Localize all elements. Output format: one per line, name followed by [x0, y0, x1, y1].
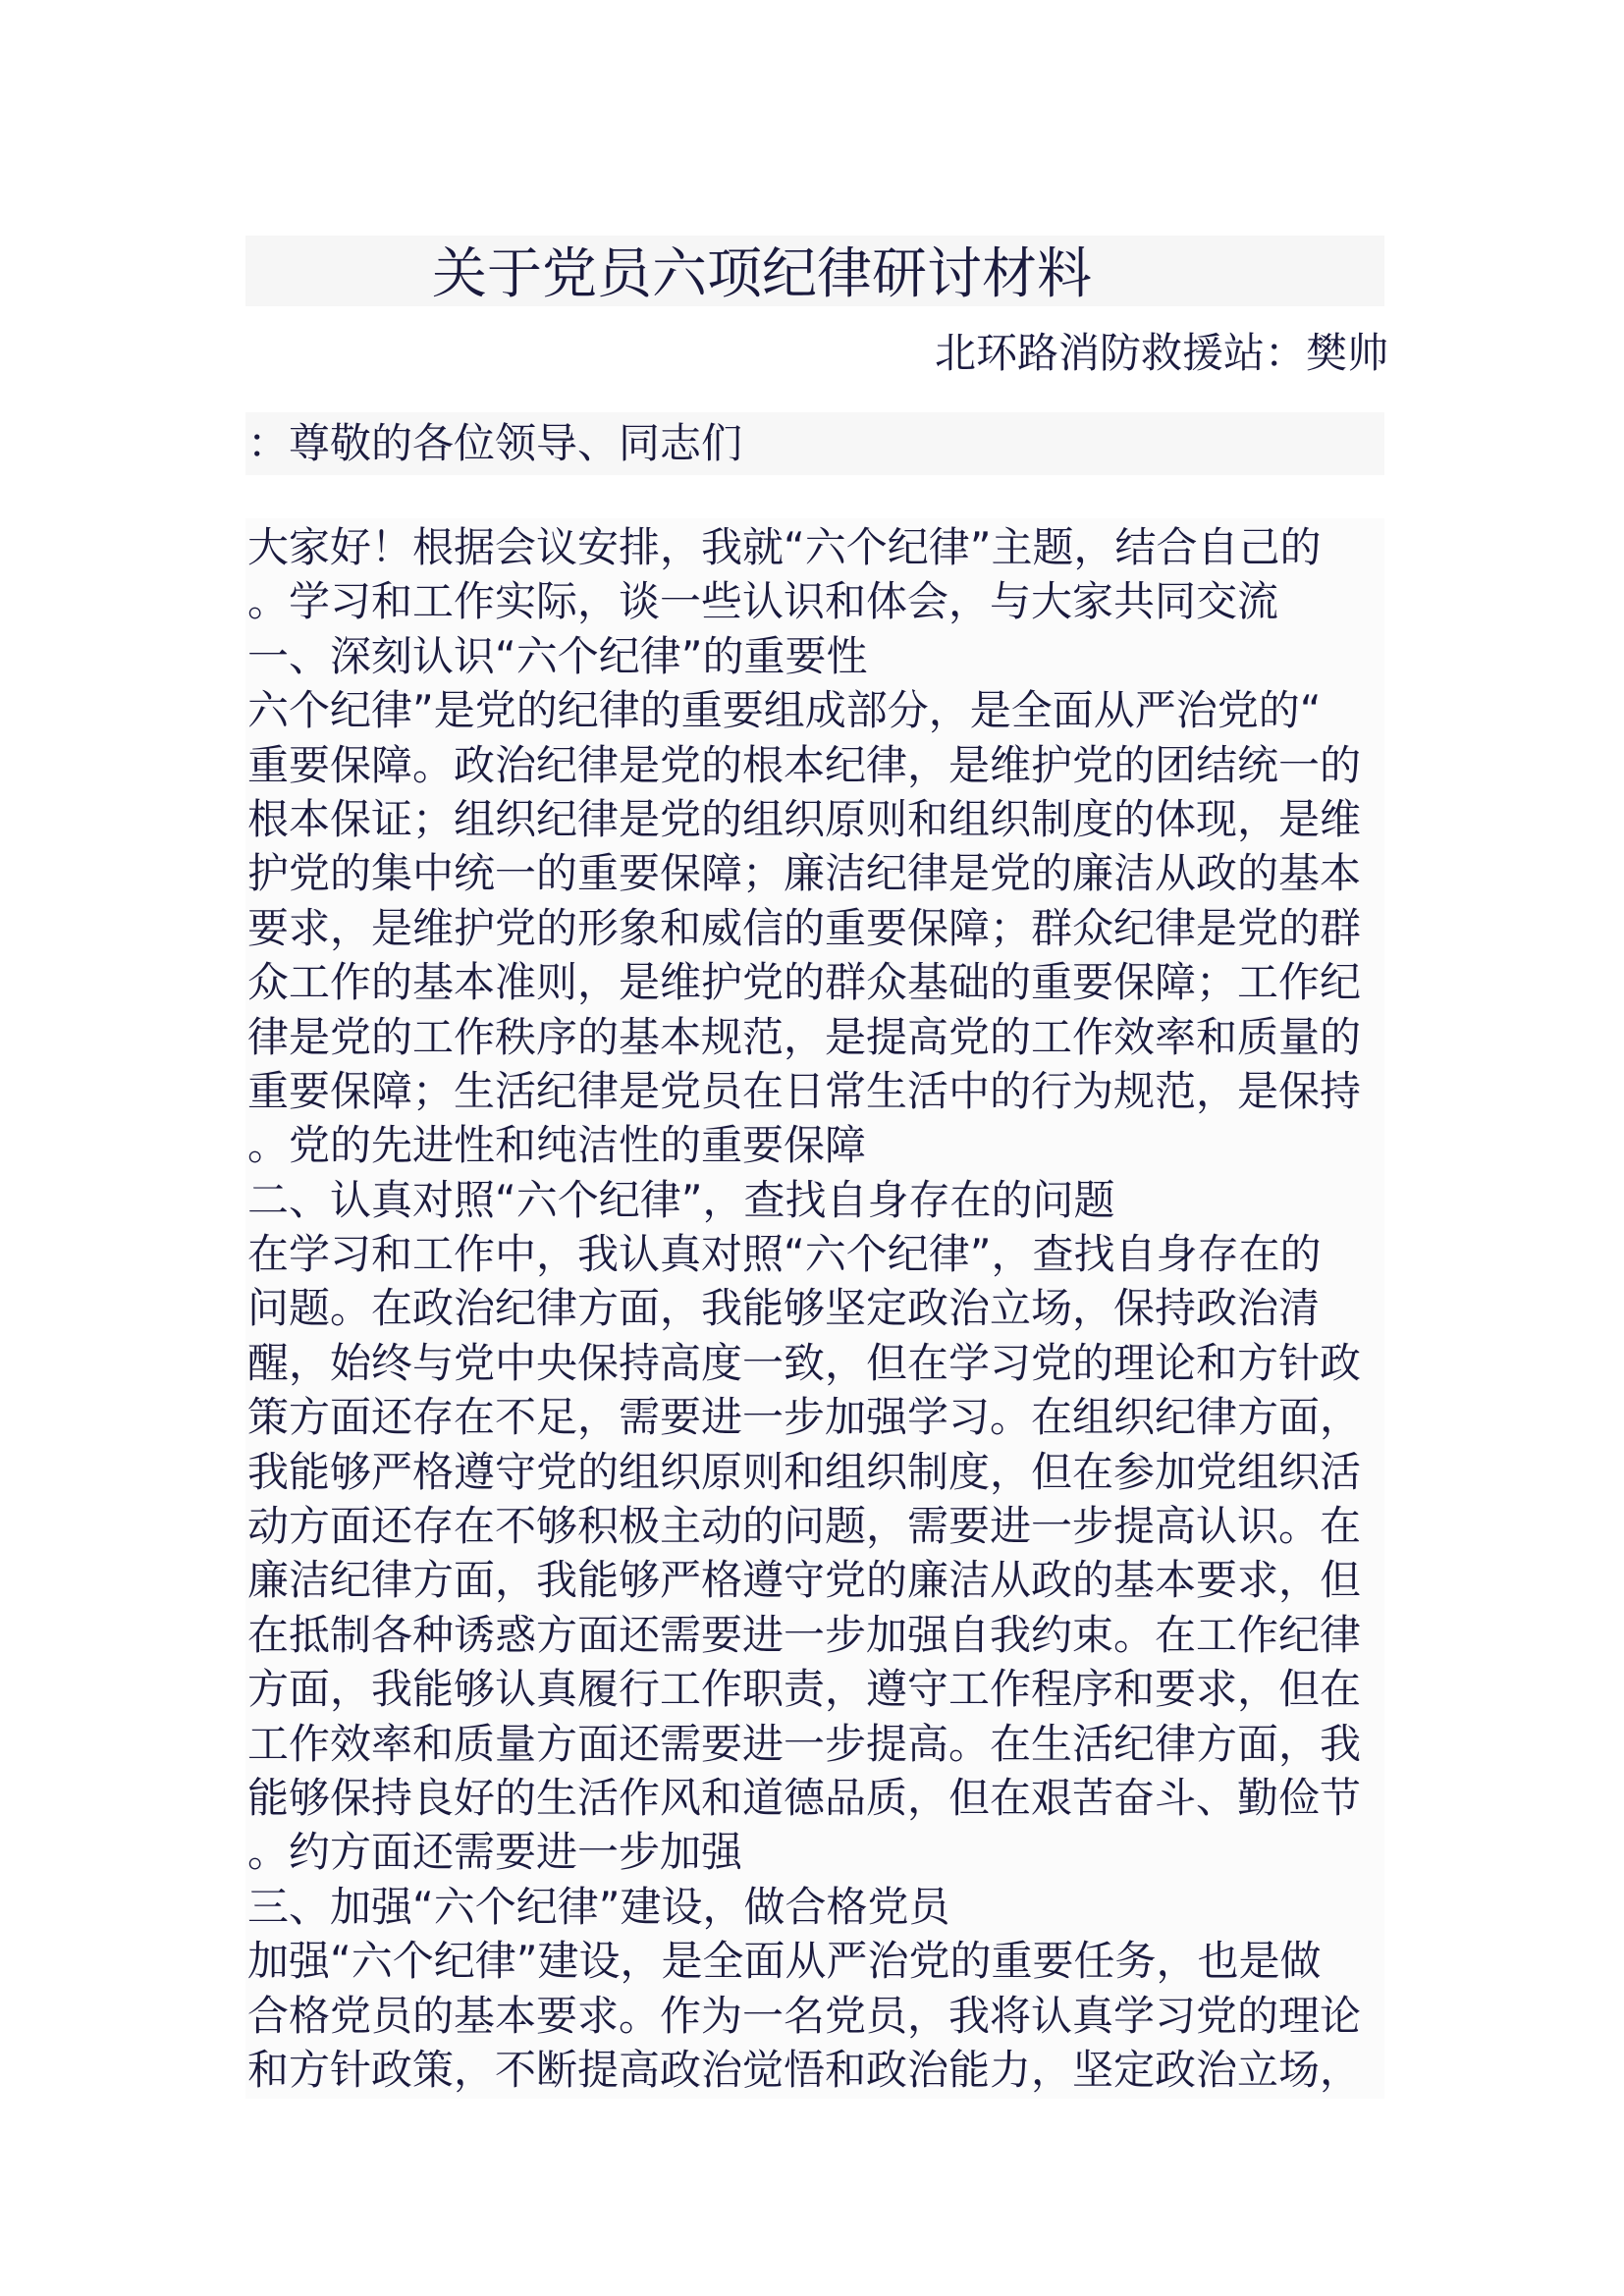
body-line: 我能够严格遵守党的组织原则和组织制度，但在参加党组织活 [247, 1447, 1362, 1496]
body-line: 廉洁纪律方面，我能够严格遵守党的廉洁从政的基本要求，但 [247, 1556, 1362, 1605]
body-line: 醒，始终与党中央保持高度一致，但在学习党的理论和方针政 [247, 1338, 1362, 1387]
body-line: 。学习和工作实际，谈一些认识和体会，与大家共同交流 [247, 577, 1279, 626]
body-line: 加强“六个纪律”建设，是全面从严治党的重要任务，也是做 [247, 1937, 1322, 1986]
body-line: 策方面还存在不足，需要进一步加强学习。在组织纪律方面， [247, 1393, 1362, 1442]
body-line: 重要保障；生活纪律是党员在日常生活中的行为规范，是保持 [247, 1066, 1362, 1115]
body-line: 二、认真对照“六个纪律”，查找自身存在的问题 [247, 1175, 1115, 1224]
body-line: 动方面还存在不够积极主动的问题，需要进一步提高认识。在 [247, 1502, 1362, 1551]
author-line: 北环路消防救援站：樊帅 [934, 329, 1388, 377]
body-line: 护党的集中统一的重要保障；廉洁纪律是党的廉洁从政的基本 [247, 849, 1362, 898]
greeting-line: ：尊敬的各位领导、同志们 [247, 419, 743, 467]
body-line: 方面，我能够认真履行工作职责，遵守工作程序和要求，但在 [247, 1665, 1362, 1714]
body-line: 重要保障。政治纪律是党的根本纪律，是维护党的团结统一的 [247, 740, 1362, 789]
body-line: 六个纪律”是党的纪律的重要组成部分，是全面从严治党的“ [247, 686, 1322, 735]
body-line: 三、加强“六个纪律”建设，做合格党员 [247, 1882, 950, 1931]
body-line: 律是党的工作秩序的基本规范，是提高党的工作效率和质量的 [247, 1012, 1362, 1061]
body-line: 大家好！根据会议安排，我就“六个纪律”主题，结合自己的 [247, 523, 1322, 571]
body-line: 在学习和工作中，我认真对照“六个纪律”，查找自身存在的 [247, 1230, 1322, 1279]
body-text [247, 520, 1386, 2097]
body-line: 。党的先进性和纯洁性的重要保障 [247, 1121, 867, 1170]
body-line: 问题。在政治纪律方面，我能够坚定政治立场，保持政治清 [247, 1284, 1321, 1333]
body-line: 和方针政策，不断提高政治觉悟和政治能力，坚定政治立场， [247, 2045, 1362, 2094]
body-line: 合格党员的基本要求。作为一名党员，我将认真学习党的理论 [247, 1991, 1362, 2040]
body-line: 工作效率和质量方面还需要进一步提高。在生活纪律方面，我 [247, 1719, 1362, 1768]
body-line: 。约方面还需要进一步加强 [247, 1828, 743, 1877]
body-line: 能够保持良好的生活作风和道德品质，但在艰苦奋斗、勤俭节 [247, 1773, 1362, 1822]
document-title: 关于党员六项纪律研讨材料 [432, 242, 1092, 306]
body-line: 根本保证；组织纪律是党的组织原则和组织制度的体现，是维 [247, 794, 1362, 843]
body-line: 在抵制各种诱惑方面还需要进一步加强自我约束。在工作纪律 [247, 1610, 1362, 1659]
body-line: 要求，是维护党的形象和威信的重要保障；群众纪律是党的群 [247, 903, 1362, 952]
body-line: 一、深刻认识“六个纪律”的重要性 [247, 631, 868, 680]
body-line: 众工作的基本准则，是维护党的群众基础的重要保障；工作纪 [247, 958, 1362, 1007]
